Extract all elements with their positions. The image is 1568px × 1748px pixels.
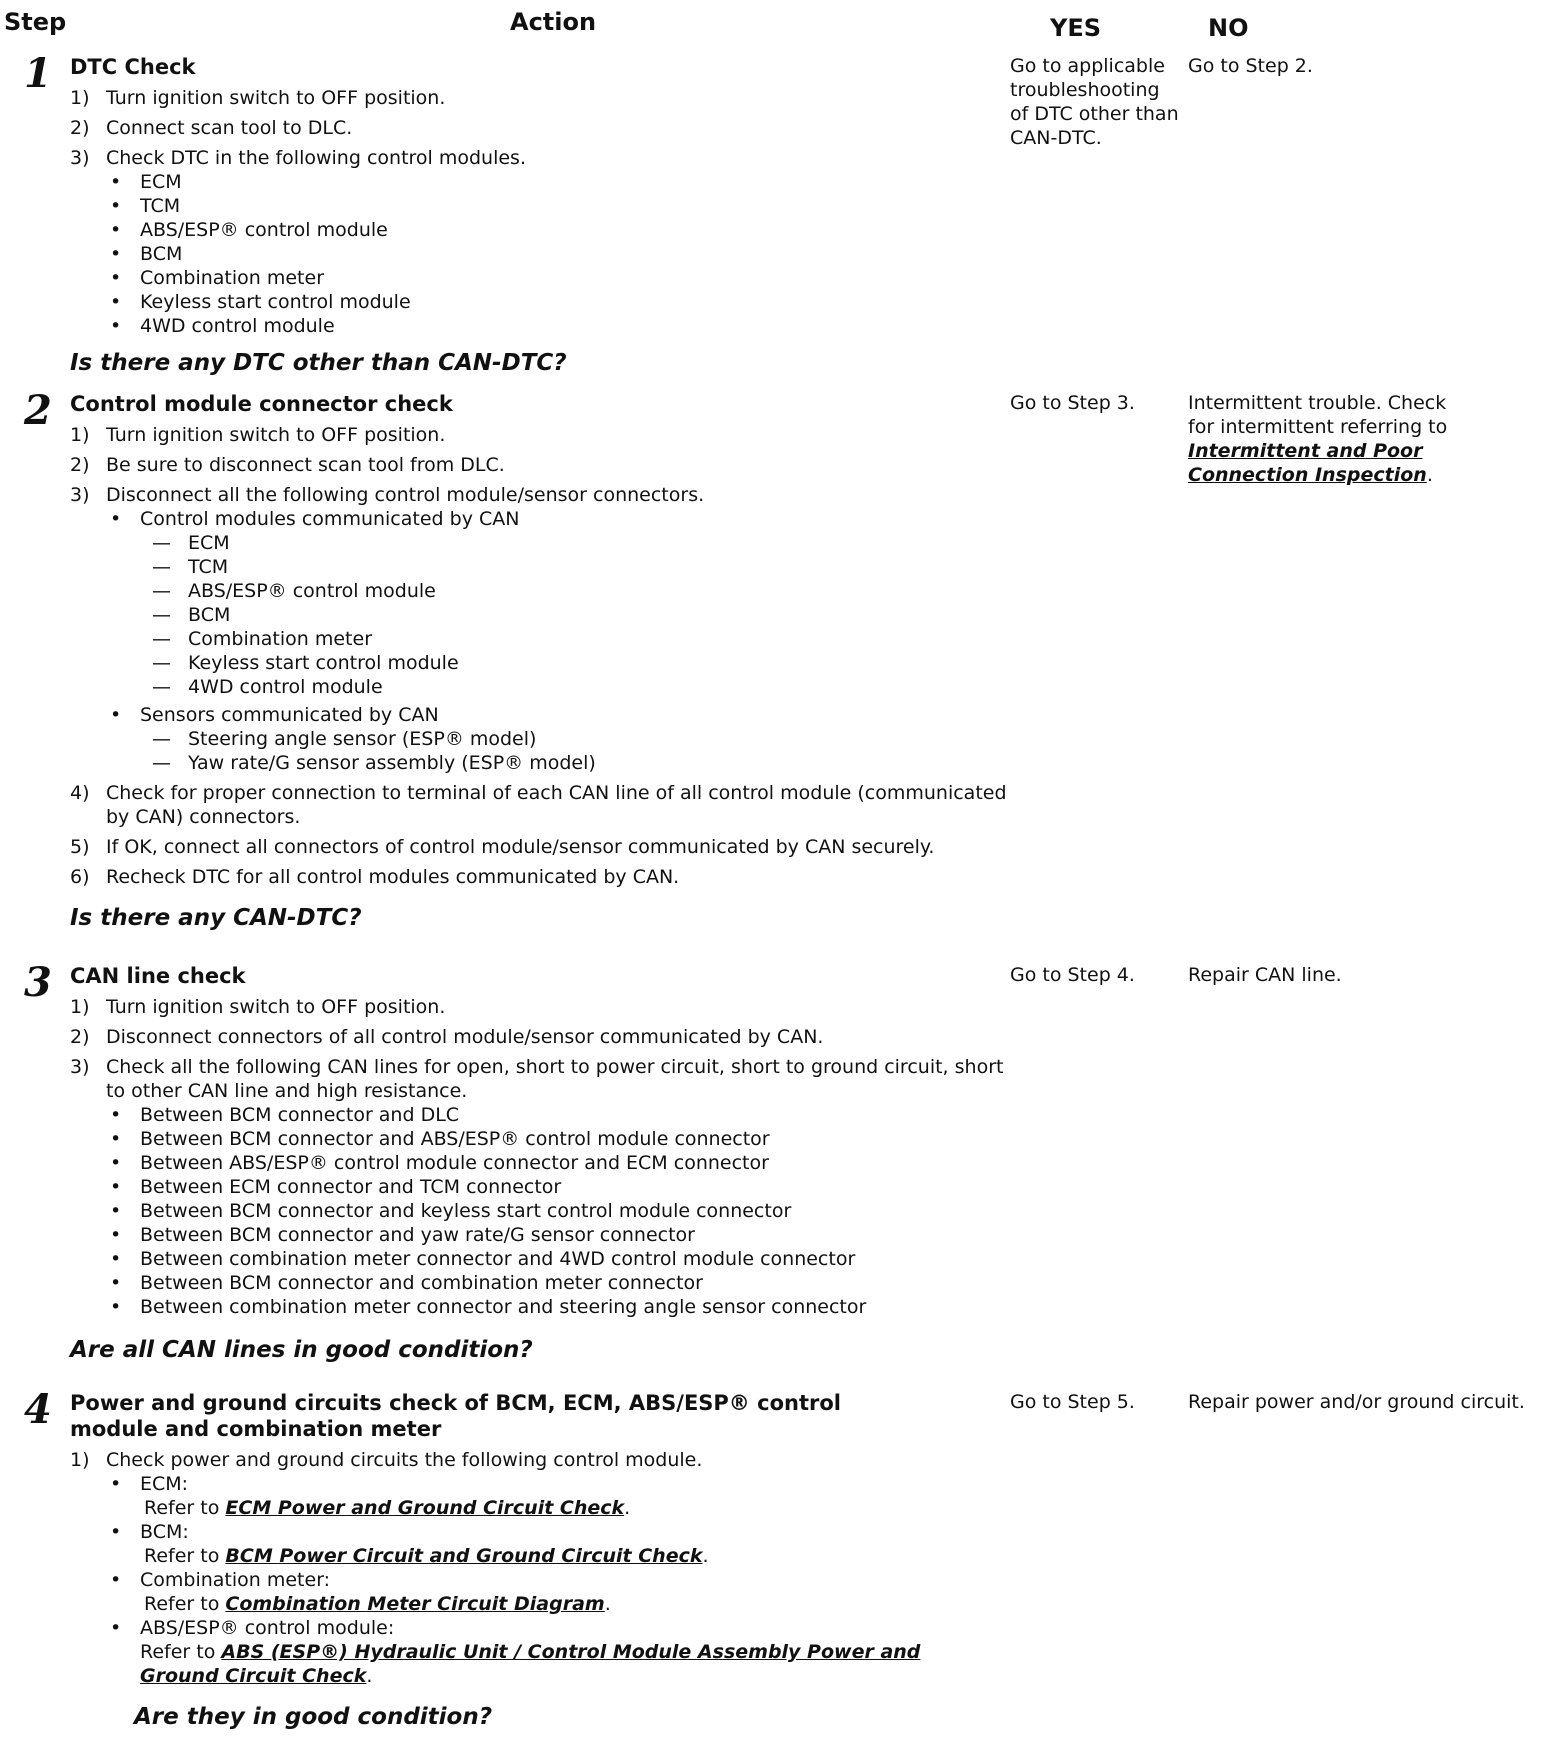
list-item: • ECM xyxy=(70,170,1010,194)
reference-line: Refer to BCM Power Circuit and Ground Circuit Check. xyxy=(144,1545,709,1567)
list-item: • Between BCM connector and keyless start control module connector xyxy=(70,1199,1010,1223)
no-result: Go to Step 2. xyxy=(1188,55,1313,77)
list-item: • TCM xyxy=(70,194,1010,218)
link-ecm-power-ground[interactable]: ECM Power and Ground Circuit Check xyxy=(225,1497,625,1519)
list-item: • Between BCM connector and yaw rate/G sensor connector xyxy=(70,1223,1010,1247)
list-item: • ABS/ESP® control module xyxy=(70,218,1010,242)
list-item: — TCM xyxy=(70,555,1010,579)
instruction: 1) Turn ignition switch to OFF position. xyxy=(70,424,446,446)
reference-line: Refer to Combination Meter Circuit Diagram. xyxy=(144,1593,611,1615)
instruction: 2) Disconnect connectors of all control module/sensor communicated by CAN. xyxy=(70,1026,824,1048)
step-title: Power and ground circuits check of BCM, ECM, ABS/ESP® control module and combination meter xyxy=(70,1391,841,1441)
link-combination-meter-diagram[interactable]: Combination Meter Circuit Diagram xyxy=(225,1593,605,1615)
link-bcm-power-ground[interactable]: BCM Power Circuit and Ground Circuit Check xyxy=(225,1545,703,1567)
yes-result: Go to applicable troubleshooting of DTC other than CAN-DTC. xyxy=(1010,55,1179,149)
list-item: • ECM: xyxy=(70,1472,1010,1496)
step-action xyxy=(70,963,1010,1365)
module-list xyxy=(70,170,1010,338)
list-item: • Between BCM connector and ABS/ESP® control module connector xyxy=(70,1127,1010,1151)
header-yes: YES xyxy=(1050,14,1102,42)
list-item: — ABS/ESP® control module xyxy=(70,579,1010,603)
step-question: Are they in good condition? xyxy=(134,1704,493,1730)
step-action xyxy=(70,1390,1010,1732)
no-result: Repair CAN line. xyxy=(1188,964,1342,986)
yes-result: Go to Step 3. xyxy=(1010,392,1135,414)
link-intermittent-inspection[interactable]: Intermittent and Poor Connection Inspection xyxy=(1188,440,1427,486)
instruction: 5) If OK, connect all connectors of control module/sensor communicated by CAN securely. xyxy=(70,836,935,858)
connector-groups xyxy=(70,507,1010,775)
step-title: CAN line check xyxy=(70,964,246,988)
list-item: — ECM xyxy=(70,531,1010,555)
list-item: • BCM xyxy=(70,242,1010,266)
list-item: • Sensors communicated by CAN xyxy=(70,703,1010,727)
list-item: — BCM xyxy=(70,603,1010,627)
list-item: • Combination meter: xyxy=(70,1568,1010,1592)
step-number: 3 xyxy=(24,959,52,1006)
link-abs-esp-power-ground[interactable]: ABS (ESP®) Hydraulic Unit / Control Module Assembly Power and Ground Circuit Check xyxy=(140,1641,921,1687)
step-question: Are all CAN lines in good condition? xyxy=(70,1337,533,1363)
yes-result: Go to Step 5. xyxy=(1010,1391,1135,1413)
header-step: Step xyxy=(4,8,67,36)
list-item: • 4WD control module xyxy=(70,314,1010,338)
step-action xyxy=(70,391,1010,933)
step-number: 4 xyxy=(24,1386,52,1433)
step-question: Is there any CAN-DTC? xyxy=(70,905,362,931)
no-result: Repair power and/or ground circuit. xyxy=(1188,1391,1525,1413)
list-item: • Between combination meter connector and steering angle sensor connector xyxy=(70,1295,1010,1319)
step-question: Is there any DTC other than CAN-DTC? xyxy=(70,350,567,376)
can-line-list xyxy=(70,1103,1010,1319)
list-item: • Keyless start control module xyxy=(70,290,1010,314)
list-item: — 4WD control module xyxy=(70,675,1010,699)
instruction: 1) Turn ignition switch to OFF position. xyxy=(70,996,446,1018)
yes-result: Go to Step 4. xyxy=(1010,964,1135,986)
list-item: • Combination meter xyxy=(70,266,1010,290)
list-item: — Keyless start control module xyxy=(70,651,1010,675)
reference-line: Refer to ABS (ESP®) Hydraulic Unit / Control Module Assembly Power and Ground Circuit Check. xyxy=(140,1641,921,1687)
list-item: • Between BCM connector and combination meter connector xyxy=(70,1271,1010,1295)
reference-list xyxy=(70,1472,1010,1688)
step-number: 1 xyxy=(24,50,52,97)
step-action xyxy=(70,54,1010,378)
instruction: 6) Recheck DTC for all control modules communicated by CAN. xyxy=(70,866,680,888)
header-action: Action xyxy=(510,8,597,36)
header-no: NO xyxy=(1208,14,1249,42)
step-number: 2 xyxy=(24,387,52,434)
instruction: 1) Check power and ground circuits the following control module. xyxy=(70,1449,703,1471)
instruction: 3) Disconnect all the following control module/sensor connectors. xyxy=(70,484,705,506)
instruction: 1) Turn ignition switch to OFF position. xyxy=(70,87,446,109)
step-title: DTC Check xyxy=(70,55,196,79)
list-item: • Between ECM connector and TCM connector xyxy=(70,1175,1010,1199)
instruction: 2) Connect scan tool to DLC. xyxy=(70,117,353,139)
no-result: Intermittent trouble. Check for intermittent referring to Intermittent and Poor Connection Inspection. xyxy=(1188,392,1448,486)
instruction: 2) Be sure to disconnect scan tool from DLC. xyxy=(70,454,505,476)
instruction: 3) Check all the following CAN lines for open, short to power circuit, short to ground circuit, short to other CAN line and high resistance. xyxy=(70,1056,1004,1102)
list-item: — Steering angle sensor (ESP® model) xyxy=(70,727,1010,751)
step-title: Control module connector check xyxy=(70,392,453,416)
list-item: • Between combination meter connector and 4WD control module connector xyxy=(70,1247,1010,1271)
list-item: • ABS/ESP® control module: xyxy=(70,1616,1010,1640)
instruction: 4) Check for proper connection to terminal of each CAN line of all control module (communicated by CAN) connectors. xyxy=(70,782,1007,828)
list-item: — Yaw rate/G sensor assembly (ESP® model) xyxy=(70,751,1010,775)
list-item: • Control modules communicated by CAN xyxy=(70,507,1010,531)
instruction: 3) Check DTC in the following control modules. xyxy=(70,147,526,169)
list-item: • BCM: xyxy=(70,1520,1010,1544)
list-item: • Between BCM connector and DLC xyxy=(70,1103,1010,1127)
list-item: — Combination meter xyxy=(70,627,1010,651)
list-item: • Between ABS/ESP® control module connector and ECM connector xyxy=(70,1151,1010,1175)
reference-line: Refer to ECM Power and Ground Circuit Check. xyxy=(144,1497,631,1519)
